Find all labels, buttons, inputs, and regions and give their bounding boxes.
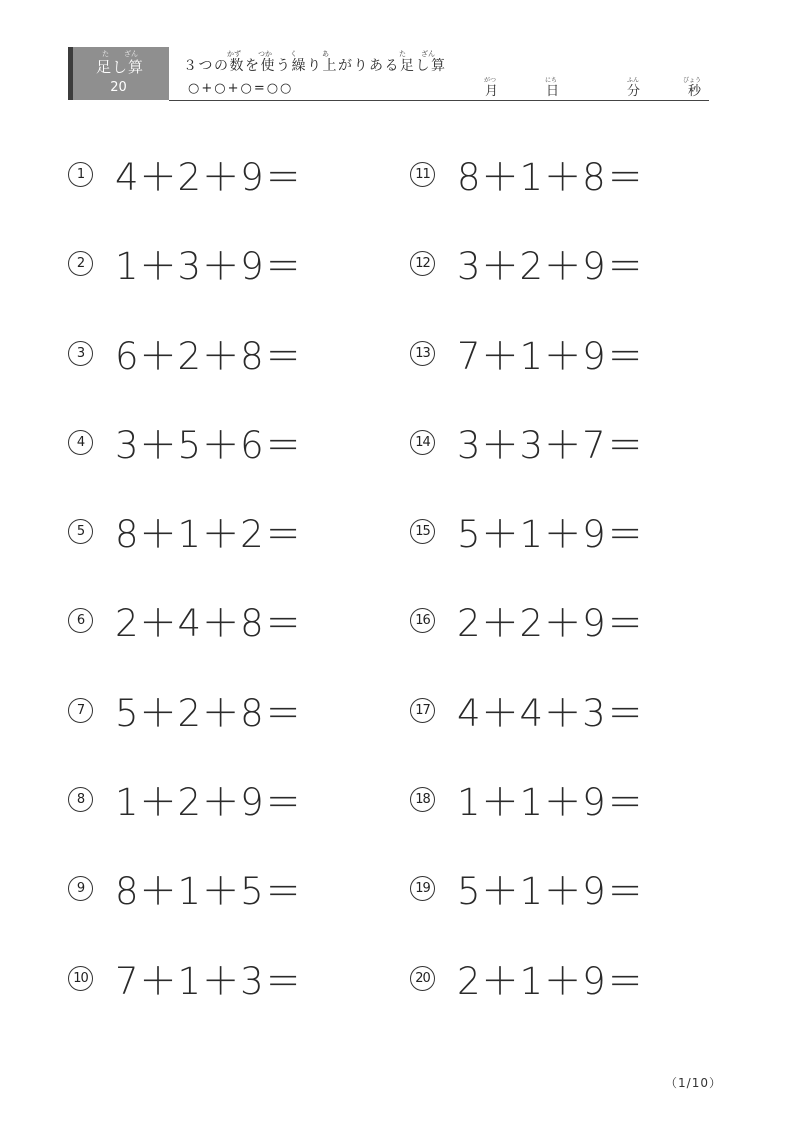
problem-11 — [410, 154, 645, 199]
problem-expression: 2＋1＋9＝ — [457, 960, 645, 1003]
page-indicator: （1/10） — [665, 1076, 722, 1090]
problem-number-badge: 4 — [68, 430, 93, 455]
header-rule — [169, 100, 709, 101]
problem-16 — [410, 600, 645, 645]
problem-number-badge: 14 — [410, 430, 435, 455]
badge-title: 足し算 — [96, 58, 145, 76]
problem-14 — [410, 422, 645, 467]
problem-20 — [410, 958, 645, 1003]
problem-number-badge: 11 — [410, 162, 435, 187]
problem-expression: 4＋2＋9＝ — [115, 156, 303, 199]
problem-expression: 1＋1＋9＝ — [457, 781, 645, 824]
month-ruby: がつ — [484, 77, 497, 84]
problem-expression: 3＋5＋6＝ — [115, 424, 303, 467]
problem-number-badge: 10 — [68, 966, 93, 991]
problem-3 — [68, 333, 303, 378]
problem-expression: 7＋1＋3＝ — [115, 960, 303, 1003]
problem-number-badge: 1 — [68, 162, 93, 187]
problem-expression: 3＋3＋7＝ — [457, 424, 645, 467]
problem-8 — [68, 779, 303, 824]
badge-ruby-zan: ざん — [124, 50, 138, 58]
problem-number-badge: 20 — [410, 966, 435, 991]
problem-number-badge: 2 — [68, 251, 93, 276]
second-label: 秒 — [688, 84, 702, 99]
problem-number-badge: 3 — [68, 341, 93, 366]
problem-7 — [68, 690, 303, 735]
problem-17 — [410, 690, 645, 735]
problem-expression: 5＋2＋8＝ — [115, 692, 303, 735]
title-ruby-kazu: かず — [227, 50, 241, 58]
problem-expression: 7＋1＋9＝ — [457, 335, 645, 378]
title-ruby-ta: た — [399, 50, 406, 58]
problem-5 — [68, 511, 303, 556]
worksheet-title: ３つの数を使う繰り上がりある足し算 — [183, 58, 447, 74]
problem-number-badge: 8 — [68, 787, 93, 812]
problem-expression: 4＋4＋3＝ — [457, 692, 645, 735]
title-ruby-zan: ざん — [421, 50, 435, 58]
problem-number-badge: 19 — [410, 876, 435, 901]
day-ruby: にち — [545, 77, 558, 84]
worksheet-badge — [68, 47, 169, 100]
problem-expression: 5＋1＋9＝ — [457, 870, 645, 913]
problem-number-badge: 17 — [410, 698, 435, 723]
problem-expression: 1＋3＋9＝ — [115, 245, 303, 288]
problem-expression: 6＋2＋8＝ — [115, 335, 303, 378]
problem-number-badge: 5 — [68, 519, 93, 544]
problem-number-badge: 13 — [410, 341, 435, 366]
worksheet-subtitle: ○+○+○=○○ — [188, 81, 294, 96]
title-ruby-ku: く — [290, 50, 297, 58]
problem-19 — [410, 868, 645, 913]
problem-expression: 8＋1＋2＝ — [115, 513, 303, 556]
problem-6 — [68, 600, 303, 645]
problem-number-badge: 18 — [410, 787, 435, 812]
worksheet-number: 20 — [110, 80, 127, 95]
problem-expression: 1＋2＋9＝ — [115, 781, 303, 824]
problem-4 — [68, 422, 303, 467]
problem-expression: 5＋1＋9＝ — [457, 513, 645, 556]
day-label: 日 — [546, 84, 560, 99]
problem-12 — [410, 243, 645, 288]
problem-13 — [410, 333, 645, 378]
problem-9 — [68, 868, 303, 913]
problem-number-badge: 12 — [410, 251, 435, 276]
title-ruby-a: あ — [322, 50, 329, 58]
title-ruby-tsuka: つか — [258, 50, 272, 58]
problem-expression: 8＋1＋8＝ — [457, 156, 645, 199]
problem-15 — [410, 511, 645, 556]
problem-1 — [68, 154, 303, 199]
problem-expression: 2＋2＋9＝ — [457, 602, 645, 645]
problem-18 — [410, 779, 645, 824]
problem-number-badge: 7 — [68, 698, 93, 723]
minute-label: 分 — [627, 84, 641, 99]
month-label: 月 — [485, 84, 499, 99]
problem-expression: 2＋4＋8＝ — [115, 602, 303, 645]
problem-number-badge: 15 — [410, 519, 435, 544]
problem-number-badge: 6 — [68, 608, 93, 633]
problem-number-badge: 16 — [410, 608, 435, 633]
badge-ruby-ta: た — [102, 50, 109, 58]
problem-expression: 8＋1＋5＝ — [115, 870, 303, 913]
problem-expression: 3＋2＋9＝ — [457, 245, 645, 288]
minute-ruby: ふん — [627, 77, 640, 84]
problem-2 — [68, 243, 303, 288]
problem-10 — [68, 958, 303, 1003]
problem-number-badge: 9 — [68, 876, 93, 901]
second-ruby: びょう — [683, 77, 702, 84]
